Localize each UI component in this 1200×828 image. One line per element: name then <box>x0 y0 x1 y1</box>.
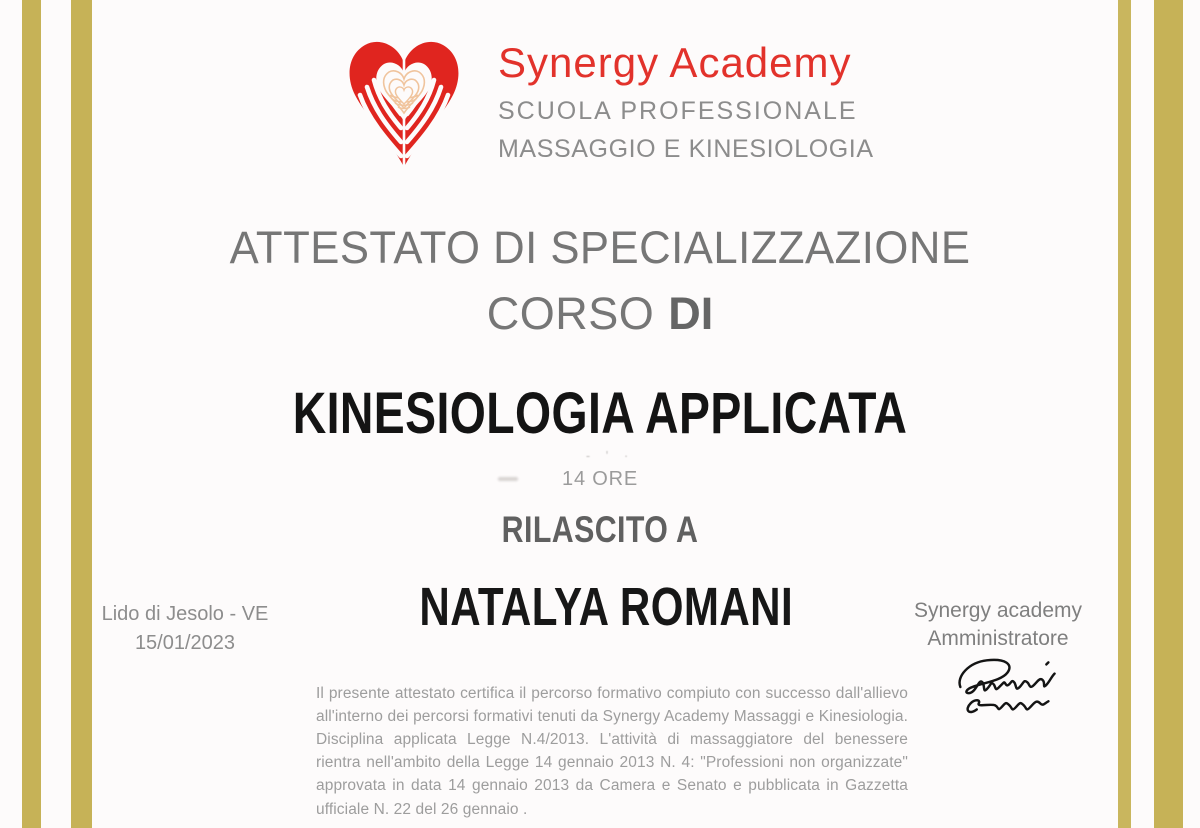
heart-hands-logo-icon <box>343 33 465 175</box>
frame-bar-left-inner <box>71 0 92 828</box>
course-hours: 14 ORE <box>562 468 638 490</box>
frame-bar-right-inner <box>1118 0 1131 828</box>
brand-subtitle-1: SCUOLA PROFESSIONALE <box>498 97 858 126</box>
course-name: KINESIOLOGIA APPLICATA <box>292 381 908 446</box>
brand-text-block <box>498 33 874 164</box>
handwritten-signature-icon <box>946 652 1074 726</box>
certificate-subtitle <box>0 288 1200 340</box>
signer-role: Amministratore <box>927 627 1069 651</box>
frame-bar-right-outer <box>1154 0 1183 828</box>
di-word: DI <box>668 288 714 339</box>
legal-paragraph: Il presente attestato certifica il percorso formativo compiuto con successo dall'allievo all'interno dei percorsi formativi tenuti da Synergy Academy Massaggi e Kinesiologia. Disciplina applicata Legge N.4/2013. L'attività di massaggiatore del benessere rientra nell'ambito della Legge 14 gennaio 2013 N. 4: "Professioni non organizzate" approvata in data 14 gennaio 2013 da Camera e Senato e pubblicata in Gazzetta ufficiale N. 22 del 26 gennaio . <box>316 684 908 818</box>
issue-place: Lido di Jesolo - VE <box>101 603 269 625</box>
brand-subtitle-2: MASSAGGIO E KINESIOLOGIA <box>498 135 874 164</box>
brand-header <box>343 33 874 175</box>
brand-name: Synergy Academy <box>498 39 852 86</box>
certificate-title: ATTESTATO DI SPECIALIZZAZIONE <box>229 222 971 273</box>
issue-date: 15/01/2023 <box>134 632 236 654</box>
course-word: CORSO <box>486 288 655 339</box>
issue-place-date <box>70 600 300 658</box>
erased-text-artifact: ‐ ' · <box>585 448 635 463</box>
signer-block <box>888 597 1108 654</box>
recipient-name: NATALYA ROMANI <box>419 577 794 637</box>
issued-to-label: RILASCITO A <box>501 509 699 550</box>
signer-org: Synergy academy <box>913 599 1083 622</box>
frame-bar-left-outer <box>22 0 41 828</box>
